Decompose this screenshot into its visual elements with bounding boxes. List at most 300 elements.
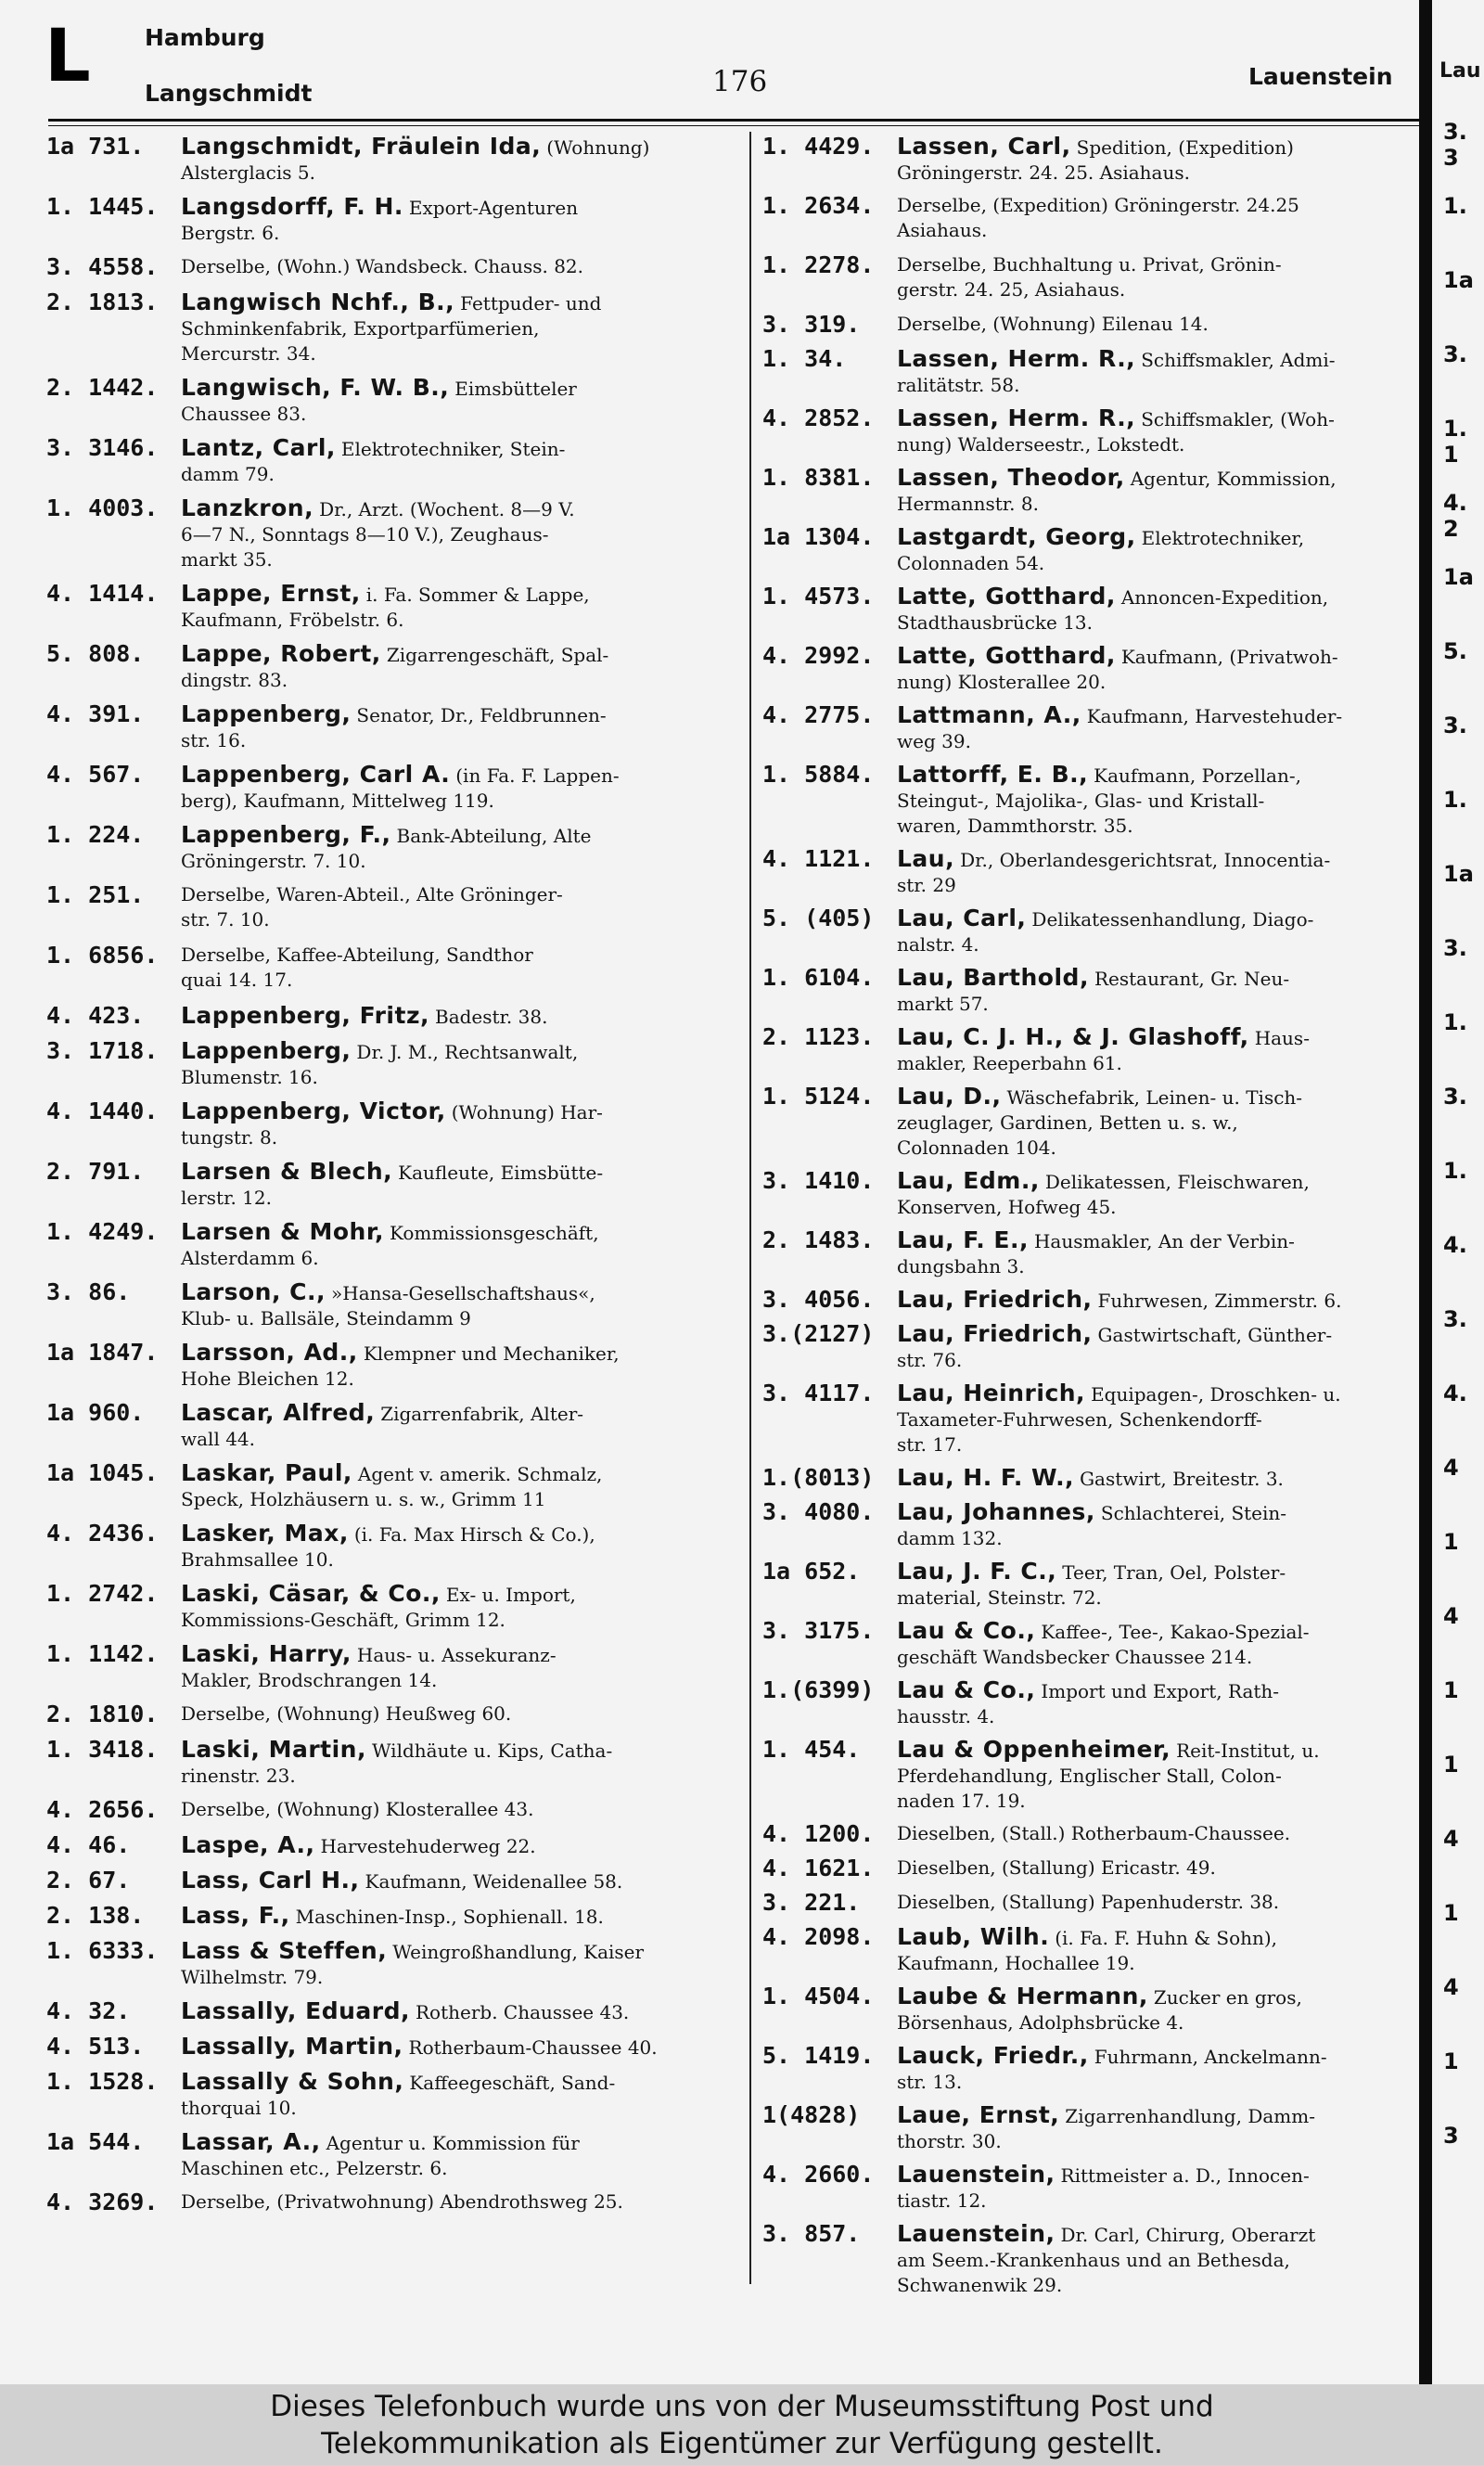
- page-number: 176: [712, 65, 768, 98]
- phone-number: 4. 2775.: [762, 701, 875, 728]
- phone-number: 1a 544.: [46, 2128, 145, 2155]
- directory-entry: [46, 289, 716, 366]
- directory-entry: [46, 943, 716, 993]
- subscriber-name: Lassally & Sohn,: [181, 2068, 404, 2095]
- entry-description: Derselbe, (Wohn.) Wandsbeck. Chauss. 82.: [181, 255, 584, 277]
- directory-entry: [46, 2189, 716, 2215]
- entry-head: [181, 1219, 716, 1246]
- entry-head: [181, 1159, 716, 1186]
- entry-body: [181, 641, 716, 693]
- entry-body: [181, 375, 716, 427]
- entry-head: [897, 584, 1401, 610]
- entry-body: [181, 1938, 716, 1990]
- entry-description: Wäschefabrik, Leinen- u. Tisch-: [1006, 1086, 1303, 1109]
- directory-entry: [46, 1279, 716, 1331]
- subscriber-name: Laspe, A.,: [181, 1831, 315, 1858]
- entry-description: Maschinen-Insp., Sophienall. 18.: [295, 1906, 604, 1928]
- header-rule: [48, 119, 1421, 122]
- directory-entry: [762, 193, 1401, 243]
- entry-continuation: zeuglager, Gardinen, Betten u. s. w.,: [897, 1111, 1238, 1134]
- entry-body: [181, 134, 716, 186]
- entry-head: [181, 495, 716, 522]
- adjacent-page-fragment: 4.: [1443, 1380, 1467, 1406]
- subscriber-name: Lascar, Alfred,: [181, 1399, 376, 1426]
- directory-entry: [46, 2034, 716, 2061]
- entry-head: [181, 943, 716, 968]
- phone-number: 4. 1414.: [46, 580, 159, 607]
- subscriber-name: Laski, Cäsar, & Co.,: [181, 1580, 441, 1607]
- phone-number: 2. 1813.: [46, 289, 159, 315]
- entry-body: [181, 1797, 716, 1822]
- adjacent-page-fragment: 3.: [1443, 1084, 1467, 1110]
- subscriber-name: Lau, Friedrich,: [897, 1320, 1093, 1347]
- entry-head: [181, 1903, 716, 1930]
- entry-continuation: damm 79.: [181, 463, 275, 485]
- entry-head: [897, 2221, 1401, 2248]
- entry-description: »Hansa-Gesellschaftshaus«,: [331, 1282, 595, 1304]
- entry-body: [897, 965, 1401, 1017]
- entry-description: Weingroßhandlung, Kaiser: [392, 1941, 645, 1963]
- directory-entry: [762, 1084, 1401, 1161]
- adjacent-page-fragment: 1: [1443, 1529, 1459, 1555]
- entry-body: [897, 1024, 1401, 1076]
- directory-entry: [46, 1998, 716, 2025]
- subscriber-name: Lau, Heinrich,: [897, 1380, 1086, 1406]
- entry-body: [181, 943, 716, 993]
- adjacent-page-fragment: 5.: [1443, 638, 1467, 664]
- adjacent-page-fragment: 3.: [1443, 1306, 1467, 1332]
- entry-description: Reit-Institut, u.: [1176, 1740, 1320, 1762]
- entry-head: [181, 1641, 716, 1668]
- phone-number: 1. 4003.: [46, 494, 159, 521]
- entry-description: Spedition, (Expedition): [1076, 136, 1294, 159]
- entry-body: [181, 581, 716, 633]
- phone-number: 4. 1440.: [46, 1098, 159, 1124]
- range-end-heading: Lauenstein: [1248, 63, 1393, 90]
- entry-continuation: Klub- u. Ballsäle, Steindamm 9: [181, 1307, 471, 1329]
- entry-continuation: ralitätstr. 58.: [897, 374, 1020, 396]
- entry-body: [181, 1832, 716, 1859]
- entry-continuation: Brahmsallee 10.: [181, 1548, 334, 1571]
- subscriber-name: Lastgardt, Georg,: [897, 523, 1136, 550]
- entry-continuation: Stadthausbrücke 13.: [897, 611, 1094, 634]
- subscriber-name: Laube & Hermann,: [897, 1983, 1148, 2009]
- entry-head: [897, 524, 1401, 551]
- entry-body: [897, 2162, 1401, 2214]
- subscriber-name: Lappe, Ernst,: [181, 580, 361, 607]
- entry-continuation: makler, Reeperbahn 61.: [897, 1052, 1122, 1074]
- phone-number: 1a 652.: [762, 1558, 861, 1585]
- phone-number: 5. (405): [762, 905, 875, 931]
- entry-head: [181, 882, 716, 907]
- adjacent-page-fragment: 1: [1443, 1752, 1459, 1778]
- entry-description: Klempner und Mechaniker,: [363, 1342, 620, 1365]
- entry-head: [897, 1737, 1401, 1764]
- entry-description: Agentur, Kommission,: [1130, 468, 1337, 490]
- entry-body: [181, 2129, 716, 2181]
- entry-continuation: hausstr. 4.: [897, 1705, 995, 1727]
- entry-body: [897, 405, 1401, 457]
- directory-entry: [762, 346, 1401, 398]
- entry-head: [181, 375, 716, 402]
- subscriber-name: Laub, Wilh.: [897, 1923, 1050, 1950]
- entry-head: [181, 1400, 716, 1427]
- subscriber-name: Lassen, Herm. R.,: [897, 345, 1136, 372]
- phone-number: 1. 3418.: [46, 1736, 159, 1763]
- entry-body: [897, 1737, 1401, 1814]
- entry-description: Derselbe, (Expedition) Gröningerstr. 24.25: [897, 194, 1299, 216]
- entry-description: Agent v. amerik. Schmalz,: [357, 1463, 603, 1485]
- entry-description: Export-Agenturen: [408, 197, 579, 219]
- entry-head: [181, 2189, 716, 2215]
- subscriber-name: Lau, Johannes,: [897, 1498, 1095, 1525]
- directory-entry: [762, 1618, 1401, 1670]
- entry-body: [897, 1677, 1401, 1729]
- subscriber-name: Lau, H. F. W.,: [897, 1464, 1075, 1491]
- entry-head: [181, 1521, 716, 1547]
- entry-description: Derselbe, Buchhaltung u. Privat, Grönin-: [897, 253, 1282, 276]
- entry-head: [181, 1460, 716, 1487]
- entry-continuation: Speck, Holzhäusern u. s. w., Grimm 11: [181, 1488, 546, 1510]
- entry-description: Ex- u. Import,: [445, 1584, 576, 1606]
- entry-continuation: tiastr. 12.: [897, 2189, 987, 2212]
- entry-body: [181, 1701, 716, 1727]
- entry-description: Fettpuder- und: [460, 292, 602, 315]
- phone-number: 1a 1847.: [46, 1339, 159, 1366]
- subscriber-name: Lattmann, A.,: [897, 701, 1081, 728]
- subscriber-name: Laskar, Paul,: [181, 1459, 352, 1486]
- entry-head: [897, 1024, 1401, 1051]
- entry-body: [897, 643, 1401, 695]
- subscriber-name: Lassen, Carl,: [897, 133, 1071, 160]
- adjacent-page-fragment: 1: [1443, 1900, 1459, 1926]
- entry-body: [897, 1380, 1401, 1457]
- adjacent-page-fragment: 1: [1443, 2048, 1459, 2074]
- entry-description: Zigarrengeschäft, Spal-: [386, 644, 609, 666]
- entry-head: [897, 1321, 1401, 1348]
- phone-number: 1. 6333.: [46, 1937, 159, 1964]
- entry-description: Haus- u. Assekuranz-: [356, 1644, 556, 1666]
- entry-head: [181, 1581, 716, 1608]
- phone-number: 4. 1121.: [762, 845, 875, 872]
- entry-continuation: rinenstr. 23.: [181, 1765, 296, 1787]
- entry-continuation: Kaufmann, Hochallee 19.: [897, 1952, 1135, 1974]
- subscriber-name: Laue, Ernst,: [897, 2101, 1060, 2128]
- phone-number: 4. 1621.: [762, 1855, 875, 1881]
- directory-entry: [46, 254, 716, 279]
- entry-body: [181, 1038, 716, 1090]
- entry-body: [181, 1868, 716, 1894]
- phone-number: 1. 4249.: [46, 1218, 159, 1245]
- phone-number: 2. 1810.: [46, 1701, 159, 1727]
- entry-body: [181, 2034, 716, 2061]
- adjacent-page-heading: Lau: [1439, 59, 1481, 83]
- entry-head: [181, 254, 716, 279]
- entry-description: Import und Export, Rath-: [1041, 1680, 1280, 1702]
- entry-head: [181, 1868, 716, 1894]
- entry-continuation: quai 14. 17.: [181, 969, 293, 991]
- subscriber-name: Lau, J. F. C.,: [897, 1558, 1057, 1585]
- directory-entry: [762, 1737, 1401, 1814]
- entry-head: [897, 1821, 1401, 1846]
- entry-body: [897, 2043, 1401, 2095]
- directory-entry: [46, 1003, 716, 1030]
- phone-number: 1a 1045.: [46, 1459, 159, 1486]
- phone-number: 4. 2992.: [762, 642, 875, 669]
- directory-entry: [46, 1701, 716, 1727]
- entry-head: [181, 1737, 716, 1764]
- subscriber-name: Lass & Steffen,: [181, 1937, 388, 1964]
- entry-body: [897, 524, 1401, 576]
- entry-head: [897, 2102, 1401, 2129]
- entry-head: [897, 846, 1401, 873]
- entry-continuation: Mercurstr. 34.: [181, 342, 316, 365]
- subscriber-name: Lanzkron,: [181, 494, 314, 521]
- entry-description: Fuhrmann, Anckelmann-: [1094, 2046, 1327, 2068]
- adjacent-page-fragment: 4: [1443, 1974, 1459, 2000]
- entry-continuation: Blumenstr. 16.: [181, 1066, 318, 1088]
- entry-description: Kaufmann, (Privatwoh-: [1120, 646, 1338, 668]
- entry-head: [181, 1098, 716, 1125]
- adjacent-page-fragment: 4: [1443, 1826, 1459, 1852]
- phone-number: 3. 4117.: [762, 1380, 875, 1406]
- entry-description: Derselbe, (Wohnung) Eilenau 14.: [897, 313, 1209, 335]
- entry-description: Derselbe, (Wohnung) Klosterallee 43.: [181, 1798, 534, 1820]
- entry-head: [897, 762, 1401, 789]
- adjacent-page-fragment: 4: [1443, 1455, 1459, 1481]
- entry-head: [181, 2129, 716, 2156]
- entry-body: [181, 2069, 716, 2121]
- directory-entry: [762, 2221, 1401, 2298]
- directory-entry: [762, 1890, 1401, 1915]
- book-spine-shadow: [1419, 0, 1432, 2384]
- entry-continuation: Makler, Brodschrangen 14.: [181, 1669, 438, 1691]
- entry-continuation: Asiahaus.: [897, 219, 988, 241]
- directory-entry: [46, 1581, 716, 1633]
- entry-description: Zucker en gros,: [1153, 1986, 1302, 2009]
- entry-head: [897, 465, 1401, 492]
- entry-body: [181, 1903, 716, 1930]
- directory-entry: [762, 1465, 1401, 1492]
- entry-description: Schiffsmakler, Admi-: [1141, 349, 1336, 371]
- phone-number: 1. 1528.: [46, 2068, 159, 2095]
- entry-body: [897, 1984, 1401, 2035]
- entry-head: [181, 194, 716, 221]
- phone-number: 1. 5124.: [762, 1083, 875, 1110]
- subscriber-name: Lau & Co.,: [897, 1676, 1036, 1703]
- entry-head: [181, 134, 716, 160]
- subscriber-name: Lau & Oppenheimer,: [897, 1736, 1171, 1763]
- entry-head: [181, 1832, 716, 1859]
- entry-body: [897, 193, 1401, 243]
- directory-entry: [762, 1321, 1401, 1373]
- phone-number: 1. 224.: [46, 821, 145, 848]
- phone-number: 3. 1718.: [46, 1037, 159, 1064]
- phone-number: 4. 32.: [46, 1997, 131, 2024]
- phone-number: 1.(6399): [762, 1676, 875, 1703]
- directory-entry: [46, 822, 716, 874]
- entry-continuation: Hermannstr. 8.: [897, 493, 1039, 515]
- entry-head: [897, 1618, 1401, 1645]
- subscriber-name: Lau, F. E.,: [897, 1226, 1029, 1253]
- entry-continuation: weg 39.: [897, 730, 971, 752]
- phone-number: 1. 6856.: [46, 942, 159, 969]
- directory-entry: [762, 584, 1401, 636]
- directory-entry: [46, 1641, 716, 1693]
- adjacent-page-fragment: 4: [1443, 1603, 1459, 1629]
- entry-continuation: str. 29: [897, 874, 956, 896]
- phone-number: 1. 1445.: [46, 193, 159, 220]
- subscriber-name: Lappenberg, F.,: [181, 821, 391, 848]
- entry-head: [897, 1677, 1401, 1704]
- entry-body: [897, 465, 1401, 517]
- directory-entry: [762, 1855, 1401, 1881]
- entry-continuation: Wilhelmstr. 79.: [181, 1966, 324, 1988]
- directory-entry: [46, 762, 716, 814]
- entry-body: [181, 822, 716, 874]
- header-rule-thin: [48, 125, 1421, 126]
- entry-description: Fuhrwesen, Zimmerstr. 6.: [1097, 1290, 1342, 1312]
- directory-entry: [762, 2043, 1401, 2095]
- phone-number: 4. 3269.: [46, 2189, 159, 2215]
- entry-body: [181, 194, 716, 246]
- entry-head: [897, 252, 1401, 277]
- entry-body: [897, 134, 1401, 186]
- entry-description: Agentur u. Kommission für: [326, 2132, 580, 2154]
- entry-body: [181, 701, 716, 753]
- entry-body: [181, 1340, 716, 1392]
- subscriber-name: Lau, D.,: [897, 1083, 1002, 1110]
- phone-number: 4. 2660.: [762, 2161, 875, 2188]
- phone-number: 3. 4056.: [762, 1286, 875, 1313]
- entry-description: Derselbe, Kaffee-Abteilung, Sandthor: [181, 944, 533, 966]
- entry-description: (Wohnung): [546, 136, 650, 159]
- directory-entry: [762, 1168, 1401, 1220]
- directory-entry: [46, 1098, 716, 1150]
- entry-head: [897, 905, 1401, 932]
- entry-body: [181, 1581, 716, 1633]
- entry-continuation: Kaufmann, Fröbelstr. 6.: [181, 609, 404, 631]
- footer-line-2: Telekommunikation als Eigentümer zur Verfügung gestellt.: [321, 2427, 1163, 2460]
- subscriber-name: Laski, Harry,: [181, 1640, 352, 1667]
- entry-body: [897, 1465, 1401, 1492]
- adjacent-page-fragment: 4.: [1443, 1232, 1467, 1258]
- entry-body: [897, 1287, 1401, 1314]
- entry-description: Teer, Tran, Oel, Polster-: [1062, 1561, 1286, 1584]
- subscriber-name: Lauenstein,: [897, 2220, 1055, 2247]
- directory-entry: [46, 1219, 716, 1271]
- phone-number: 1a 960.: [46, 1399, 145, 1426]
- entry-continuation: str. 16.: [181, 729, 247, 751]
- entry-head: [897, 2043, 1401, 2070]
- footer-notice: [0, 2384, 1484, 2465]
- directory-entry: [762, 1984, 1401, 2035]
- entry-body: [181, 289, 716, 366]
- directory-entry: [762, 905, 1401, 957]
- entry-description: Annoncen-Expedition,: [1120, 586, 1329, 609]
- entry-description: Rotherb. Chaussee 43.: [416, 2001, 630, 2023]
- subscriber-name: Lappenberg,: [181, 1037, 352, 1064]
- entry-continuation: Alsterglacis 5.: [181, 161, 315, 184]
- entry-description: Dieselben, (Stallung) Ericastr. 49.: [897, 1856, 1216, 1879]
- phone-number: 2. 1442.: [46, 374, 159, 401]
- entry-body: [897, 584, 1401, 636]
- entry-continuation: Chaussee 83.: [181, 403, 307, 425]
- entry-continuation: nung) Klosterallee 20.: [897, 671, 1107, 693]
- adjacent-page-fragment: 1.: [1443, 1158, 1467, 1184]
- phone-number: 1. 251.: [46, 881, 145, 908]
- subscriber-name: Langschmidt, Fräulein Ida,: [181, 133, 542, 160]
- entry-continuation: Hohe Bleichen 12.: [181, 1367, 354, 1390]
- entry-description: Bank-Abteilung, Alte: [396, 825, 592, 847]
- phone-number: 3. 4080.: [762, 1498, 875, 1525]
- entry-head: [181, 581, 716, 608]
- entry-head: [897, 1380, 1401, 1407]
- directory-entry: [762, 465, 1401, 517]
- entry-head: [897, 312, 1401, 337]
- entry-body: [181, 254, 716, 279]
- entry-body: [181, 1279, 716, 1331]
- subscriber-name: Lau,: [897, 845, 955, 872]
- phone-number: 4. 2656.: [46, 1796, 159, 1823]
- phone-number: 1. 4504.: [762, 1983, 875, 2009]
- directory-entry: [46, 375, 716, 427]
- entry-continuation: markt 57.: [897, 993, 989, 1015]
- entry-head: [897, 1465, 1401, 1492]
- directory-entry: [46, 1340, 716, 1392]
- directory-entry: [46, 1159, 716, 1211]
- entry-head: [181, 641, 716, 668]
- entry-body: [181, 1641, 716, 1693]
- entry-description: Zigarrenhandlung, Damm-: [1065, 2105, 1315, 2127]
- directory-entry: [46, 1832, 716, 1859]
- subscriber-name: Larsen & Blech,: [181, 1158, 393, 1185]
- entry-body: [897, 1559, 1401, 1611]
- entry-continuation: Schwanenwik 29.: [897, 2274, 1063, 2296]
- directory-entry: [46, 1521, 716, 1573]
- phone-number: 1(4828): [762, 2101, 861, 2128]
- entry-continuation: thorstr. 30.: [897, 2130, 1002, 2152]
- phone-number: 3. 319.: [762, 311, 861, 338]
- phone-number: 3. 221.: [762, 1889, 861, 1916]
- phone-number: 1. 8381.: [762, 464, 875, 491]
- directory-entry: [762, 1559, 1401, 1611]
- phone-number: 1a 731.: [46, 133, 145, 160]
- adjacent-page-fragment: 3: [1443, 2123, 1459, 2149]
- phone-number: 4. 2436.: [46, 1520, 159, 1547]
- entry-body: [897, 1855, 1401, 1881]
- entry-head: [897, 346, 1401, 373]
- entry-body: [897, 762, 1401, 839]
- entry-description: Harvestehuderweg 22.: [320, 1835, 536, 1857]
- entry-description: Dr., Arzt. (Wochent. 8—9 V.: [319, 498, 575, 520]
- directory-entry: [46, 1903, 716, 1930]
- phone-number: 3. 4558.: [46, 253, 159, 280]
- subscriber-name: Lattorff, E. B.,: [897, 761, 1089, 788]
- directory-entry: [762, 2162, 1401, 2214]
- phone-number: 1. 1142.: [46, 1640, 159, 1667]
- entry-continuation: naden 17. 19.: [897, 1790, 1026, 1812]
- phone-number: 1. 6104.: [762, 964, 875, 991]
- directory-entry: [762, 846, 1401, 898]
- entry-description: Elektrotechniker, Stein-: [340, 438, 566, 460]
- entry-continuation: Colonnaden 54.: [897, 552, 1045, 574]
- subscriber-name: Larsen & Mohr,: [181, 1218, 384, 1245]
- subscriber-name: Lassen, Herm. R.,: [897, 404, 1136, 431]
- entry-continuation: Gröningerstr. 24. 25. Asiahaus.: [897, 161, 1190, 184]
- directory-entry: [762, 1821, 1401, 1846]
- entry-body: [897, 846, 1401, 898]
